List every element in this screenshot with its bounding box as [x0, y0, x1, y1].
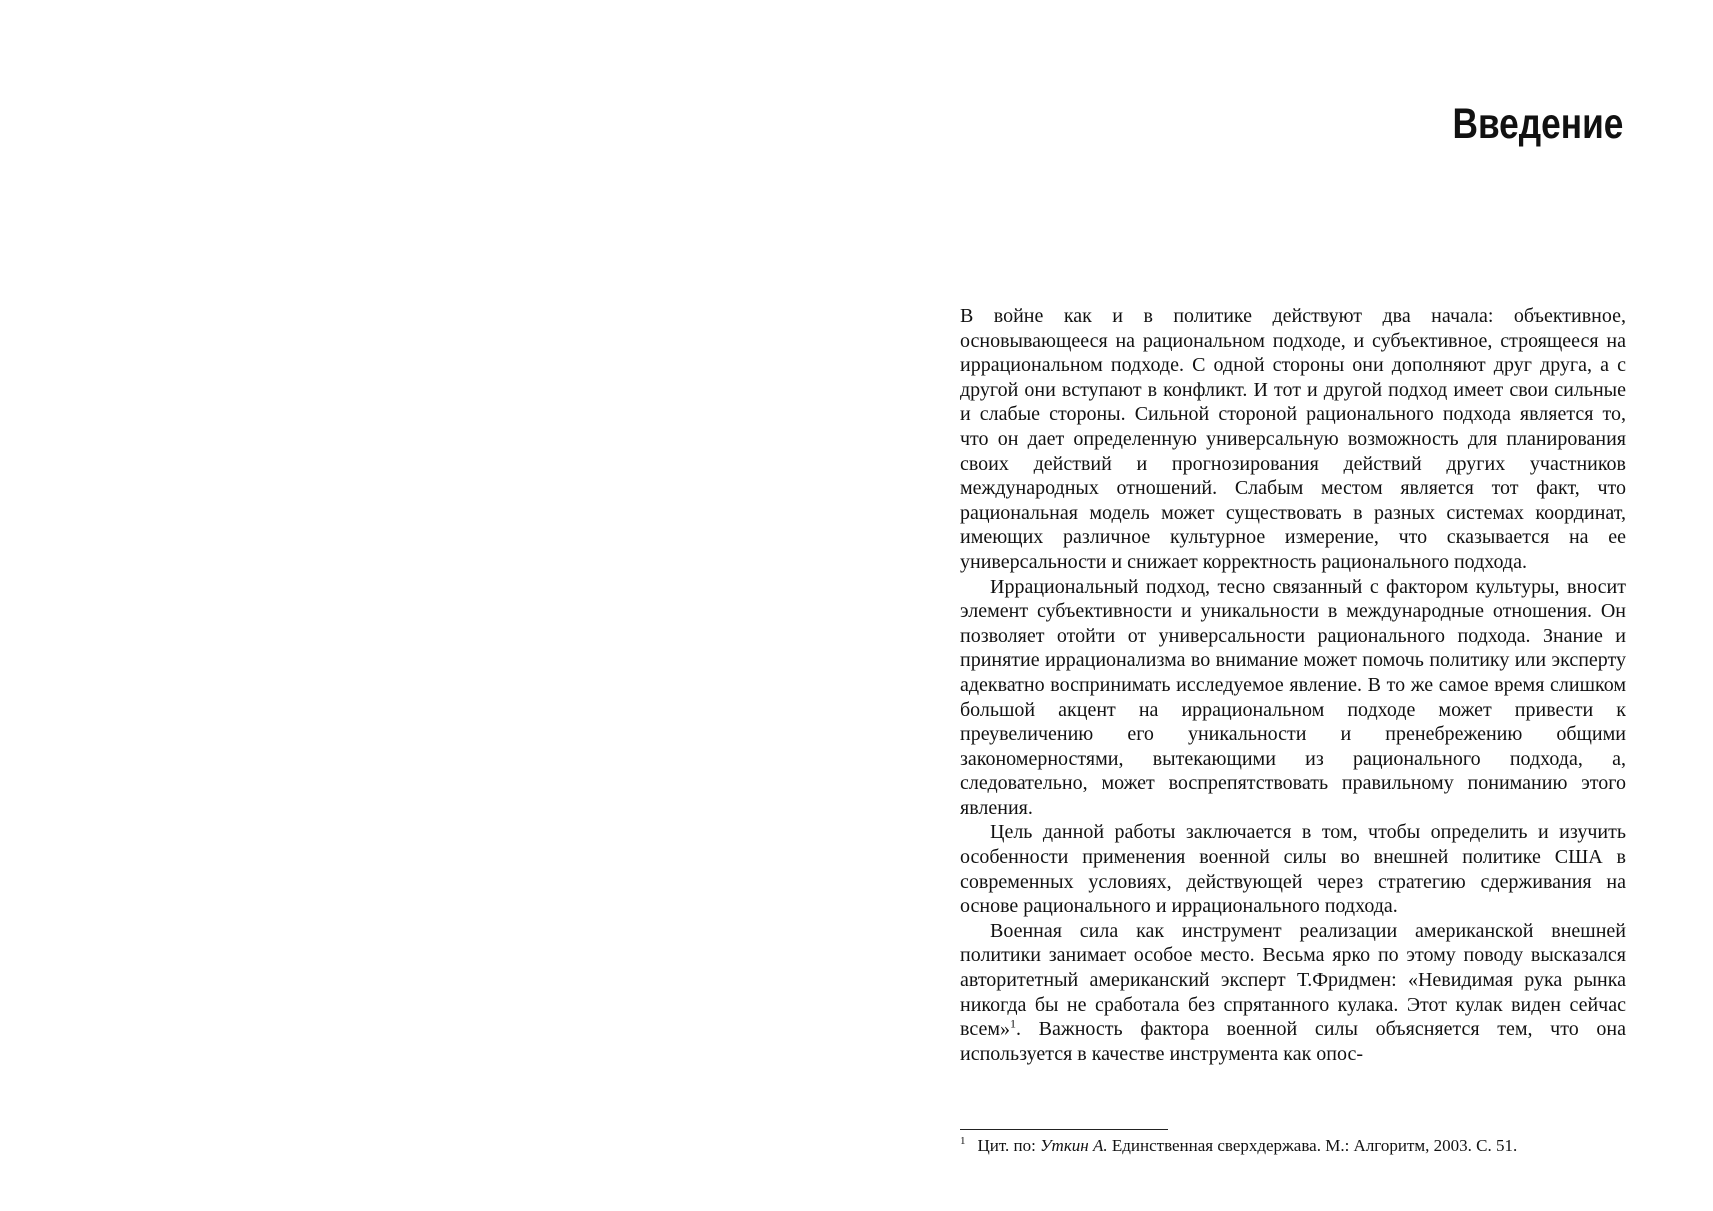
body-text	[960, 304, 1626, 1066]
right-page	[856, 0, 1713, 1211]
footnote	[960, 1136, 1626, 1156]
paragraph-4	[960, 919, 1626, 1067]
footnote-reference[interactable]: 1	[1009, 1016, 1016, 1031]
paragraph-4-text-before-ref: Военная сила как инструмент реализации американской внешней политики занимает особое место. Весьма ярко по этому поводу высказался авторитетный американский эксперт Т.Фридмен: «Невидимая рука рынка никогда бы не сработала без спрятанного кулака. Этот кулак виден сейчас всем»	[960, 919, 1626, 1041]
left-page-blank	[0, 0, 856, 1211]
paragraph-3: Цель данной работы заключается в том, чтобы определить и изучить особенности применения военной силы во внешней политике США в современных условиях, действующей через стратегию сдерживания на основе рационального и иррационального подхода.	[960, 821, 1626, 918]
footnote-number: 1	[960, 1135, 966, 1148]
chapter-title: Введение	[1452, 100, 1623, 148]
footnote-prefix: Цит. по:	[977, 1136, 1041, 1155]
paragraph-4-text-after-ref: . Важность фактора военной силы объясняется тем, что она используется в качестве инструмента как опос-	[960, 1018, 1626, 1065]
footnote-citation: Единственная сверхдержава. М.: Алгоритм, 2003. С. 51.	[1107, 1136, 1518, 1155]
paragraph-1: В войне как и в политике действуют два начала: объективное, основывающееся на рациональном подходе, и субъективное, строящееся на иррациональном подходе. С одной стороны они дополняют друг друга, а с другой они вступают в конфликт. И тот и другой подход имеет свои сильные и слабые стороны. Сильной стороной рационального подхода является то, что он дает определенную универсальную возможность для планирования своих действий и прогнозирования действий других участников международных отношений. Слабым местом является тот факт, что рациональная модель может существовать в разных системах координат, имеющих различное культурное измерение, что сказывается на ее универсальности и снижает корректность рационального подхода.	[960, 305, 1626, 573]
paragraph-2: Иррациональный подход, тесно связанный с фактором культуры, вносит элемент субъективности и уникальности в международные отношения. Он позволяет отойти от универсальности рационального подхода. Знание и принятие иррационализма во внимание может помочь политику или эксперту адекватно воспринимать исследуемое явление. В то же самое время слишком большой акцент на иррациональном подходе может привести к преувеличению его уникальности и пренебрежению общими закономерностями, вытекающими из рационального подхода, а, следовательно, может воспрепятствовать правильному пониманию этого явления.	[960, 575, 1626, 819]
footnote-divider	[960, 1129, 1168, 1130]
footnote-author: Уткин А.	[1040, 1136, 1108, 1155]
